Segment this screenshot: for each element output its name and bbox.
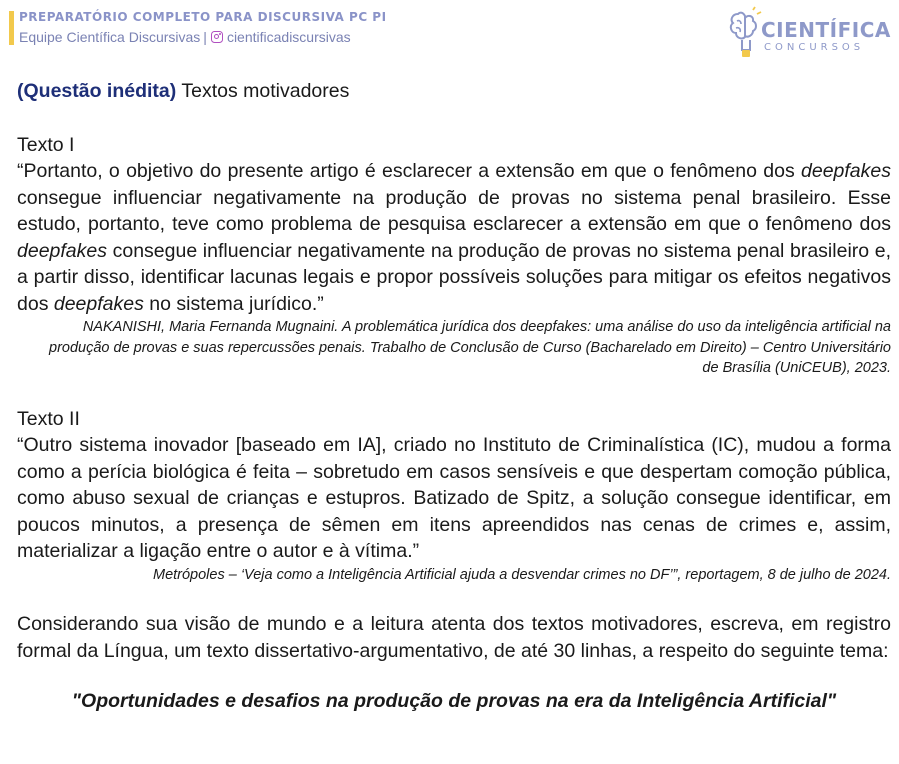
logo-wordmark-secondary: CONCURSOS — [764, 42, 865, 53]
texto2-label: Texto II — [17, 407, 80, 430]
header-subtitle — [19, 29, 351, 45]
question-title: Textos motivadores — [181, 80, 350, 102]
citation-line: produção de provas e suas repercussões penais. Trabalho de Conclusão de Curso (Bacharelado em Direito) – Centro Universitário — [49, 339, 891, 356]
essay-theme: "Oportunidades e desafios na produção de provas na era da Inteligência Artificial" — [71, 690, 837, 712]
texto2-body: “Outro sistema inovador [baseado em IA], criado no Instituto de Criminalística (IC), mudou a forma como a perícia biológica é feita – sobretudo em casos sensíveis e que despertam comoção pública, como abuso sexual de crianças e estupros. Batizado de Spitz, a solução consegue identificar, em poucos minutos, a presença de sêmen em itens apreendidos nas cenas de crimes e, assim, materializar a ligação entre o autor e à vítima.” — [17, 434, 891, 562]
question-label: (Questão inédita) — [17, 80, 177, 102]
texto1-body-emphasis: deepfakes — [801, 160, 891, 182]
instagram-icon — [211, 31, 223, 43]
texto1-body-emphasis: deepfakes — [53, 292, 144, 315]
team-name: Equipe Científica Discursivas — [19, 29, 201, 45]
citation-line: de Brasília (UniCEUB), 2023. — [702, 360, 891, 376]
texto1-body-part: no sistema jurídico.” — [143, 292, 324, 315]
texto1-citation — [17, 317, 891, 379]
instagram-handle: cientificadiscursivas — [226, 29, 351, 45]
header-accent-bar — [9, 11, 14, 45]
texto1-label: Texto I — [17, 133, 75, 156]
texto1-body — [17, 158, 891, 317]
texto1-body-part: consegue influenciar negativamente na produção de provas no sistema penal brasileiro e, a partir disso, identificar lacunas legais e propor possíveis soluções para mitigar os efeitos negativos dos — [17, 239, 891, 315]
instruction-text: Considerando sua visão de mundo e a leitura atenta dos textos motivadores, escreva, em registro formal da Língua, um texto dissertativo-argumentativo, de até 30 linhas, a respeito do seguinte tema: — [17, 613, 891, 662]
question-content — [17, 78, 891, 715]
cientifica-concursos-logo — [728, 6, 891, 62]
texto1-body-part: “Portanto, o objetivo do presente artigo é esclarecer a extensão em que o fenômeno dos — [17, 160, 801, 182]
citation-line: NAKANISHI, Maria Fernanda Mugnaini. A problemática jurídica dos deepfakes: uma análise do uso da inteligência artificial na — [82, 319, 891, 335]
brain-lightbulb-icon — [728, 6, 762, 62]
course-title: PREPARATÓRIO COMPLETO PARA DISCURSIVA PC PI — [19, 10, 387, 24]
logo-wordmark-primary: CIENTÍFICA — [761, 18, 891, 42]
texto2-citation: Metrópoles – ‘Veja como a Inteligência Artificial ajuda a desvendar crimes no DF’”, reportagem, 8 de julho de 2024. — [152, 566, 891, 583]
texto1-body-part: consegue influenciar negativamente na produção de provas no sistema penal brasileiro. Esse estudo, portanto, teve como problema de pesquisa esclarecer a extensão em que o fenômeno dos — [17, 186, 891, 235]
header-separator: | — [203, 29, 207, 45]
texto1-body-emphasis: deepfakes — [17, 239, 107, 262]
question-heading — [17, 78, 891, 105]
